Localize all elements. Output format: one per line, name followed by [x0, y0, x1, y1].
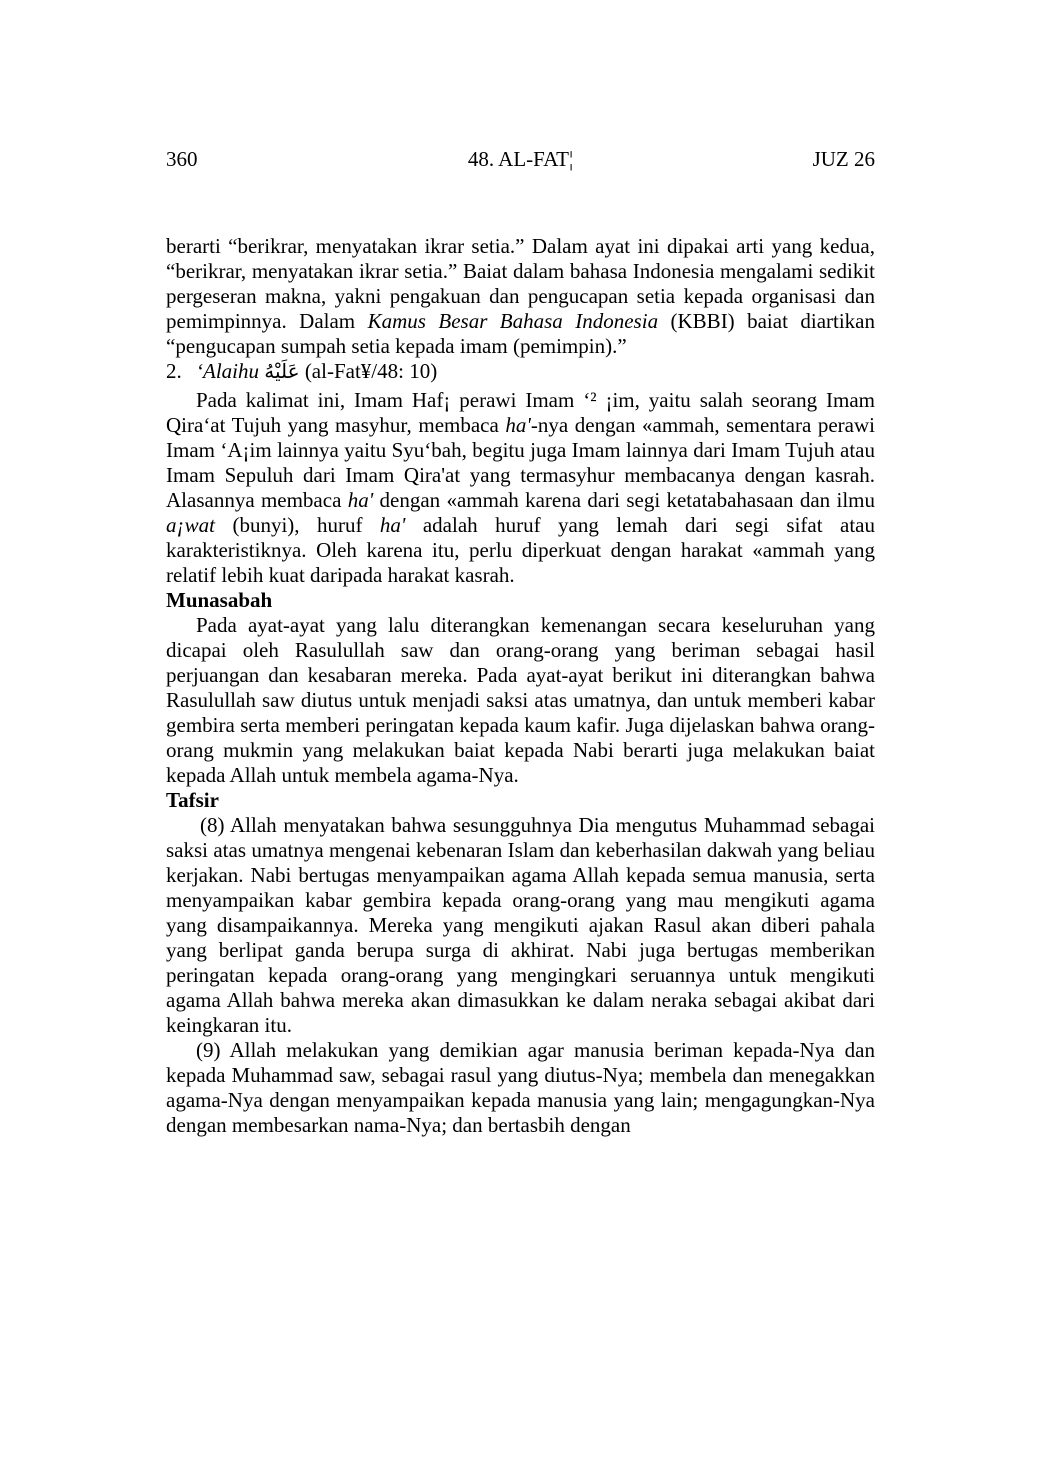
- page-body: [166, 234, 875, 1138]
- list-number: 2.: [166, 359, 182, 383]
- paragraph-tafsir-verse-9: (9) Allah melakukan yang demikian agar manusia beriman kepada-Nya dan kepada Muhammad saw, sebagai rasul yang diutus-Nya; membela dan menegakkan agama-Nya dengan menyampaikan kepada manusia yang lain; mengagungkan-Nya dengan membesarkan nama-Nya; dan bertasbih dengan: [166, 1038, 875, 1137]
- verse-reference: (al-Fat¥/48: 10): [304, 359, 438, 383]
- page-number: 360: [166, 147, 198, 171]
- text-run: dengan «ammah karena dari segi ketatabahasaan dan ilmu: [373, 488, 876, 512]
- italic-text: Kamus Besar Bahasa Indonesia: [367, 309, 659, 333]
- page-header: [166, 146, 875, 172]
- italic-text: ha': [347, 488, 374, 512]
- section-heading-tafsir: Tafsir: [166, 788, 219, 812]
- arabic-term: عَلَيْهُ: [264, 359, 300, 383]
- text-run: -nya dengan «ammah, sementara perawi Imam ‘A¡im lainnya yaitu Syu‘bah, begitu juga Imam lainnya dari Imam Tujuh atau Imam Sepuluh dari Imam Qira'at yang termasyhur membacanya dengan kasrah. Alasannya membaca: [166, 413, 875, 512]
- juz-label: JUZ 26: [812, 147, 875, 171]
- text-run: (bunyi), huruf: [215, 513, 380, 537]
- italic-text: ha': [379, 513, 406, 537]
- list-item-alaihu: [166, 359, 875, 384]
- text-run: (KBBI) baiat diartikan “pengucapan sumpah setia kepada imam (pemimpin).”: [166, 309, 875, 358]
- text-run: adalah huruf yang lemah dari segi sifat atau karakteristiknya. Oleh karena itu, perlu diperkuat dengan harakat «ammah yang relatif lebih kuat daripada harakat kasrah.: [166, 513, 876, 587]
- text-run: berarti “berikrar, menyatakan ikrar setia.” Dalam ayat ini dipakai arti yang kedua, “berikrar, menyatakan ikrar setia.” Baiat dalam bahasa Indonesia mengalami sedikit pergeseran makna, yakni pengakuan dan pengucapan setia kepada organisasi dan pemimpinnya. Dalam: [166, 234, 875, 333]
- section-heading-munasabah: Munasabah: [166, 588, 273, 612]
- text-run: Pada kalimat ini, Imam Haf¡ perawi Imam ‘² ¡im, yaitu salah seorang Imam Qira‘at Tujuh yang masyhur, membaca: [166, 388, 875, 437]
- paragraph-baiat-definition: [166, 234, 875, 359]
- paragraph-tafsir-verse-8: (8) Allah menyatakan bahwa sesungguhnya Dia mengutus Muhammad sebagai saksi atas umatnya mengenai kebenaran Islam dan keberhasilan dakwah yang beliau kerjakan. Nabi bertugas menyampaikan agama Allah kepada semua manusia, serta menyampaikan kabar gembira kepada orang-orang yang mau mengikuti agama yang disampaikannya. Mereka yang mengikuti ajakan Rasul akan diberi pahala yang berlipat ganda berupa surga di akhirat. Nabi juga bertugas memberikan peringatan kepada orang-orang yang mengingkari seruannya untuk mengikuti agama Allah bahwa mereka akan dimasukkan ke dalam neraka sebagai akibat dari keingkaran itu.: [166, 813, 875, 1037]
- italic-text: a¡wat: [166, 513, 216, 537]
- term-italic: ‘Alaihu: [196, 359, 259, 383]
- paragraph-munasabah: Pada ayat-ayat yang lalu diterangkan kemenangan secara keseluruhan yang dicapai oleh Rasulullah saw dan orang-orang yang beriman sebagai hasil perjuangan dan kesabaran mereka. Pada ayat-ayat berikut ini diterangkan bahwa Rasulullah saw diutus untuk menjadi saksi atas umatnya, dan untuk memberi kabar gembira serta memberi peringatan kepada kaum kafir. Juga dijelaskan bahwa orang-orang mukmin yang melakukan baiat kepada Nabi berarti juga melakukan baiat kepada Allah untuk membela agama-Nya.: [166, 613, 875, 787]
- italic-text: ha': [505, 413, 531, 437]
- paragraph-qiraat-explanation: [166, 388, 875, 588]
- surah-title: 48. AL-FAT¦: [467, 147, 574, 171]
